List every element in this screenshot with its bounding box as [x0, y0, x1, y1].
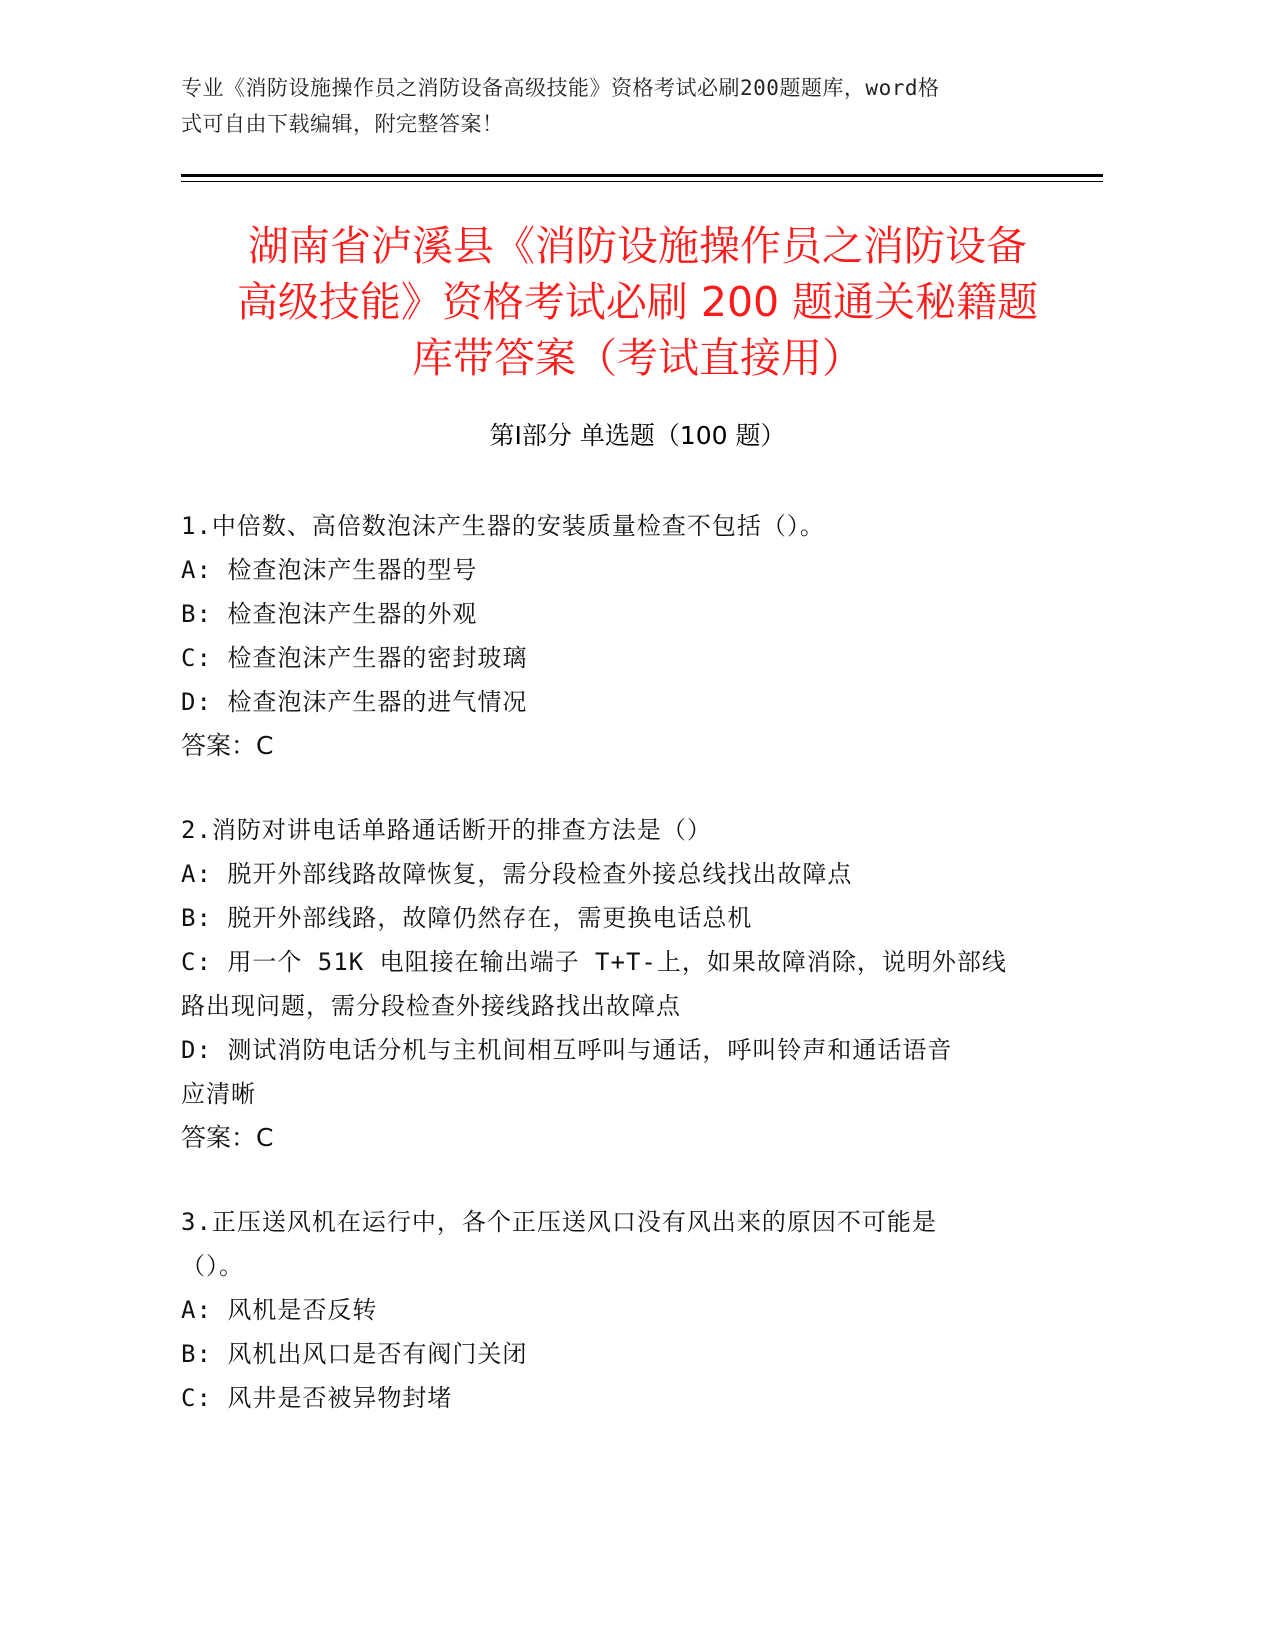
- header-note-line: 式可自由下载编辑，附完整答案！: [181, 112, 504, 136]
- option-a: A: 检查泡沫产生器的型号: [181, 556, 478, 584]
- header-divider-thin: [181, 181, 1103, 182]
- option-c-continued: 路出现问题，需分段检查外接线路找出故障点: [181, 992, 681, 1020]
- option-c: C: 用一个 51K 电阻接在输出端子 T+T-上，如果故障消除，说明外部线: [181, 948, 1007, 976]
- question-stem: 2.消防对讲电话单路通话断开的排查方法是（）: [181, 816, 712, 844]
- question-block: [181, 808, 1051, 1160]
- title-line: 湖南省泸溪县《消防设施操作员之消防设备: [248, 222, 1027, 270]
- option-c: C: 风井是否被异物封堵: [181, 1384, 453, 1412]
- option-b: B: 风机出风口是否有阀门关闭: [181, 1340, 528, 1368]
- question-stem: 1.中倍数、高倍数泡沫产生器的安装质量检查不包括（）。: [181, 512, 825, 540]
- option-c: C: 检查泡沫产生器的密封玻璃: [181, 644, 528, 672]
- title-line: 库带答案（考试直接用）: [412, 334, 863, 382]
- header-note: [181, 70, 1041, 142]
- option-d: D: 检查泡沫产生器的进气情况: [181, 688, 528, 716]
- option-d-continued: 应清晰: [181, 1080, 256, 1108]
- option-d: D: 测试消防电话分机与主机间相互呼叫与通话，呼叫铃声和通话语音: [181, 1036, 953, 1064]
- header-note-line: 专业《消防设施操作员之消防设备高级技能》资格考试必刷200题题库，word格: [181, 76, 940, 100]
- answer-line: 答案：C: [181, 1123, 274, 1152]
- answer-line: 答案：C: [181, 731, 274, 760]
- question-block: [181, 504, 1051, 768]
- option-a: A: 风机是否反转: [181, 1296, 378, 1324]
- document-title: [165, 218, 1110, 386]
- question-stem-continued: （）。: [181, 1252, 244, 1280]
- question-stem: 3.正压送风机在运行中，各个正压送风口没有风出来的原因不可能是: [181, 1208, 937, 1236]
- option-a: A: 脱开外部线路故障恢复，需分段检查外接总线找出故障点: [181, 860, 853, 888]
- option-b: B: 脱开外部线路，故障仍然存在，需更换电话总机: [181, 904, 753, 932]
- question-block: [181, 1200, 1051, 1420]
- title-line: 高级技能》资格考试必刷 200 题通关秘籍题: [236, 278, 1039, 326]
- section-heading: 第Ⅰ部分 单选题（100 题）: [489, 421, 786, 450]
- header-divider-thick: [181, 174, 1103, 177]
- option-b: B: 检查泡沫产生器的外观: [181, 600, 478, 628]
